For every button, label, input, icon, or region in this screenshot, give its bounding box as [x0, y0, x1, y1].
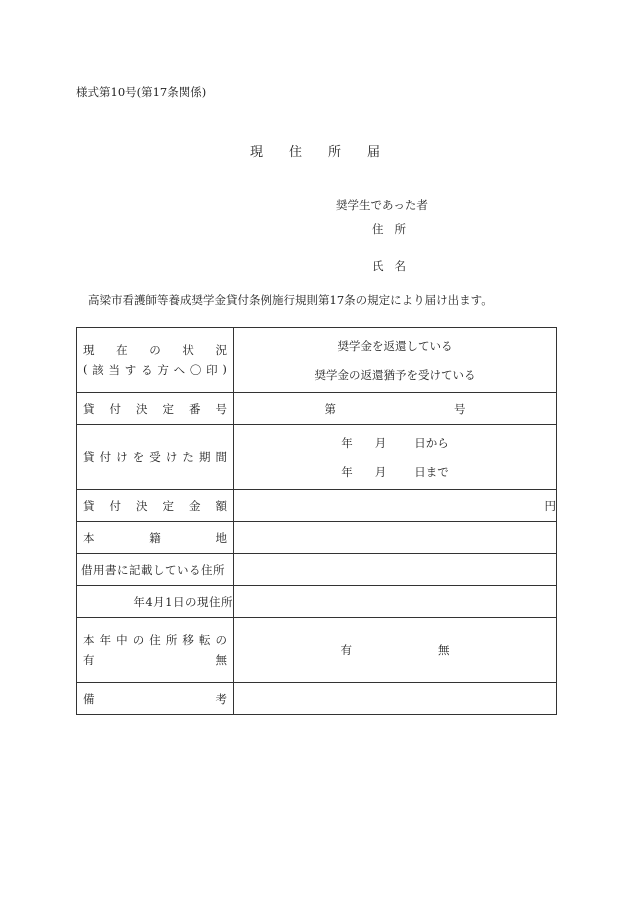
- relocation-field[interactable]: [234, 618, 557, 683]
- period-from: 年 月 日から: [341, 435, 449, 450]
- period-to: 年 月 日まで: [341, 464, 449, 479]
- remarks-label: 備 考: [77, 683, 234, 715]
- loan-period-label: 貸 付 け を 受 け た 期 間: [77, 425, 234, 490]
- statement-text: 高梁市看護師等養成奨学金貸付条例施行規則第17条の規定により届け出ます。: [88, 293, 493, 307]
- title-char: 住: [288, 145, 302, 160]
- domicile-label: 本 籍 地: [77, 522, 234, 554]
- loan-period-field[interactable]: [234, 425, 557, 490]
- remarks-field[interactable]: [234, 683, 557, 715]
- title-char: 所: [328, 145, 342, 160]
- relocation-label: 本 年 中 の 住 所 移 転 の 有 無: [77, 618, 234, 683]
- loan-amount-label: 貸 付 決 定 金 額: [77, 490, 234, 522]
- table-row-loan-number: [77, 393, 557, 425]
- loan-amount-field[interactable]: 円: [234, 490, 557, 522]
- applicant-block: [336, 197, 428, 282]
- table-row-relocation: [77, 618, 557, 683]
- current-address-label: 年4月1日の現住所: [77, 586, 234, 618]
- applicant-name-label: 氏名: [372, 259, 406, 273]
- status-option-deferred[interactable]: 奨学金の返還猶予を受けている: [314, 367, 476, 382]
- status-option-repaying[interactable]: 奨学金を返還している: [337, 338, 453, 353]
- table-row-domicile: [77, 522, 557, 554]
- table-row-remarks: [77, 683, 557, 715]
- loan-number-label: 貸 付 決 定 番 号: [77, 393, 234, 425]
- domicile-field[interactable]: [234, 522, 557, 554]
- table-row-loan-amount: [77, 490, 557, 522]
- table-row-current-address: [77, 586, 557, 618]
- title-char: 届: [367, 145, 381, 160]
- applicant-address-label: 住所: [372, 222, 406, 236]
- loan-number-field[interactable]: 第 号: [234, 393, 557, 425]
- current-address-field[interactable]: [234, 586, 557, 618]
- table-row-loan-period: [77, 425, 557, 490]
- status-label: 現 在 の 状 況 ( 該 当 す る 方 へ 〇 印 ): [77, 328, 234, 393]
- page-title: [0, 141, 630, 160]
- contract-address-label: 借用書に記載している住所: [77, 554, 234, 586]
- relocation-option-yes[interactable]: 有: [340, 643, 352, 657]
- applicant-label: 奨学生であった者: [336, 198, 428, 212]
- relocation-option-no[interactable]: 無: [438, 643, 450, 657]
- table-row-status: [77, 328, 557, 393]
- status-options[interactable]: [234, 328, 557, 393]
- contract-address-field[interactable]: [234, 554, 557, 586]
- form-number: 様式第10号(第17条関係): [76, 85, 207, 99]
- table-row-contract-address: [77, 554, 557, 586]
- title-char: 現: [249, 145, 263, 160]
- notification-form-table: [76, 327, 557, 715]
